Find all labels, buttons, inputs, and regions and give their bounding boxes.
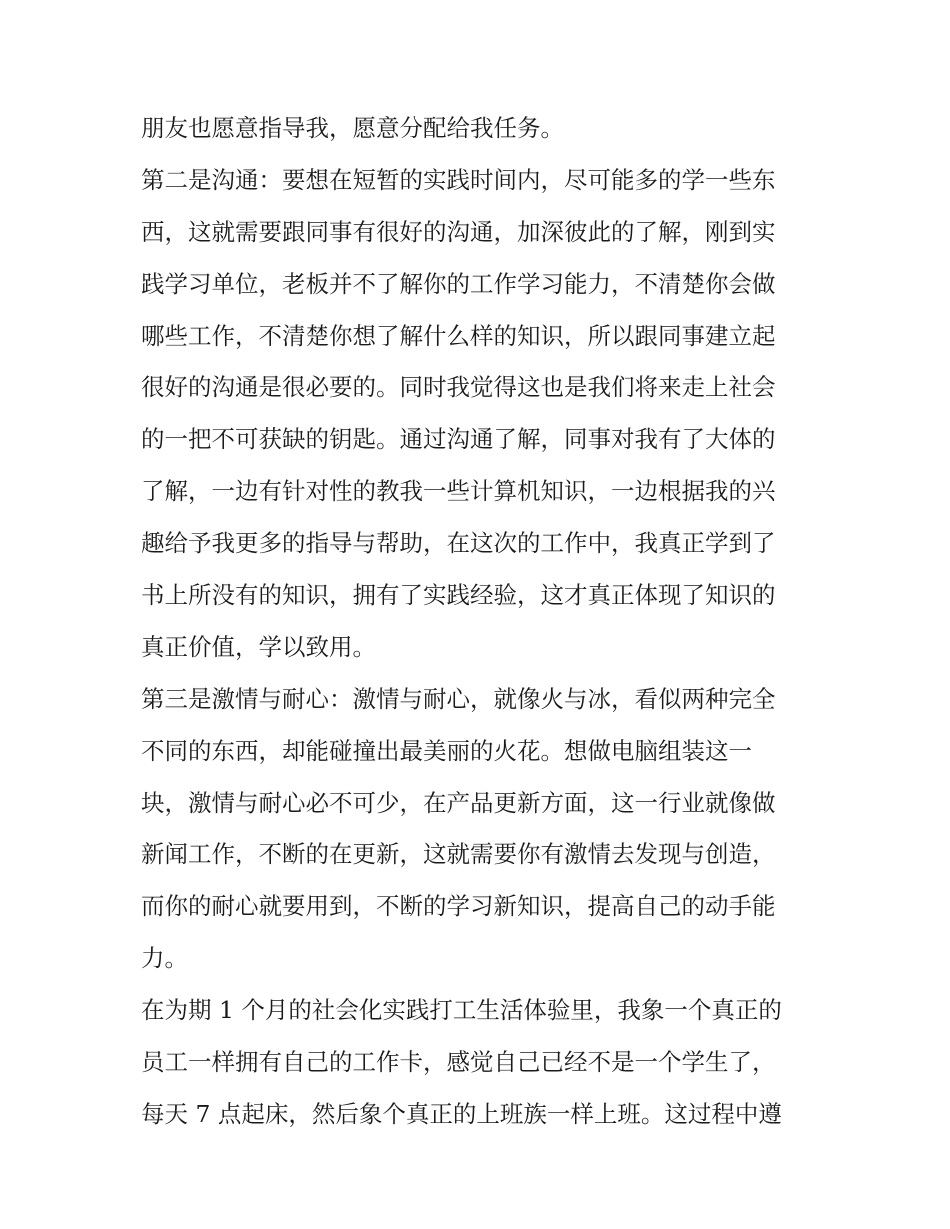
text-line: 员工一样拥有自己的工作卡，感觉自己已经不是一个学生了， <box>141 1048 776 1077</box>
text-line: 在为期 1 个月的社会化实践打工生活体验里，我象一个真正的 <box>141 996 782 1025</box>
text-line: 新闻工作，不断的在更新，这就需要你有激情去发现与创造， <box>141 840 776 869</box>
text-line: 哪些工作，不清楚你想了解什么样的知识，所以跟同事建立起 <box>141 321 776 350</box>
text-line: 趣给予我更多的指导与帮助，在这次的工作中，我真正学到了 <box>141 529 776 558</box>
text-line: 不同的东西，却能碰撞出最美丽的火花。想做电脑组装这一 <box>141 736 752 765</box>
text-line: 西，这就需要跟同事有很好的沟通，加深彼此的了解，刚到实 <box>141 217 776 246</box>
text-line: 第三是激情与耐心：激情与耐心，就像火与冰，看似两种完全 <box>141 684 776 713</box>
text-line: 每天 7 点起床，然后象个真正的上班族一样上班。这过程中遵 <box>141 1099 782 1128</box>
body-text <box>141 103 821 1141</box>
text-line: 力。 <box>141 944 188 973</box>
text-line: 块，激情与耐心必不可少，在产品更新方面，这一行业就像做 <box>141 788 776 817</box>
text-line: 的一把不可获缺的钥匙。通过沟通了解，同事对我有了大体的 <box>141 425 776 454</box>
text-line: 很好的沟通是很必要的。同时我觉得这也是我们将来走上社会 <box>141 373 776 402</box>
text-line: 了解，一边有针对性的教我一些计算机知识，一边根据我的兴 <box>141 477 776 506</box>
text-line: 朋友也愿意指导我，愿意分配给我任务。 <box>141 114 564 142</box>
text-line: 践学习单位，老板并不了解你的工作学习能力，不清楚你会做 <box>141 269 776 298</box>
text-line: 书上所没有的知识，拥有了实践经验，这才真正体现了知识的 <box>141 581 776 610</box>
text-line: 真正价值，学以致用。 <box>141 632 376 661</box>
text-line: 而你的耐心就要用到，不断的学习新知识，提高自己的动手能 <box>141 892 776 921</box>
text-line: 第二是沟通：要想在短暂的实践时间内，尽可能多的学一些东 <box>141 165 776 194</box>
